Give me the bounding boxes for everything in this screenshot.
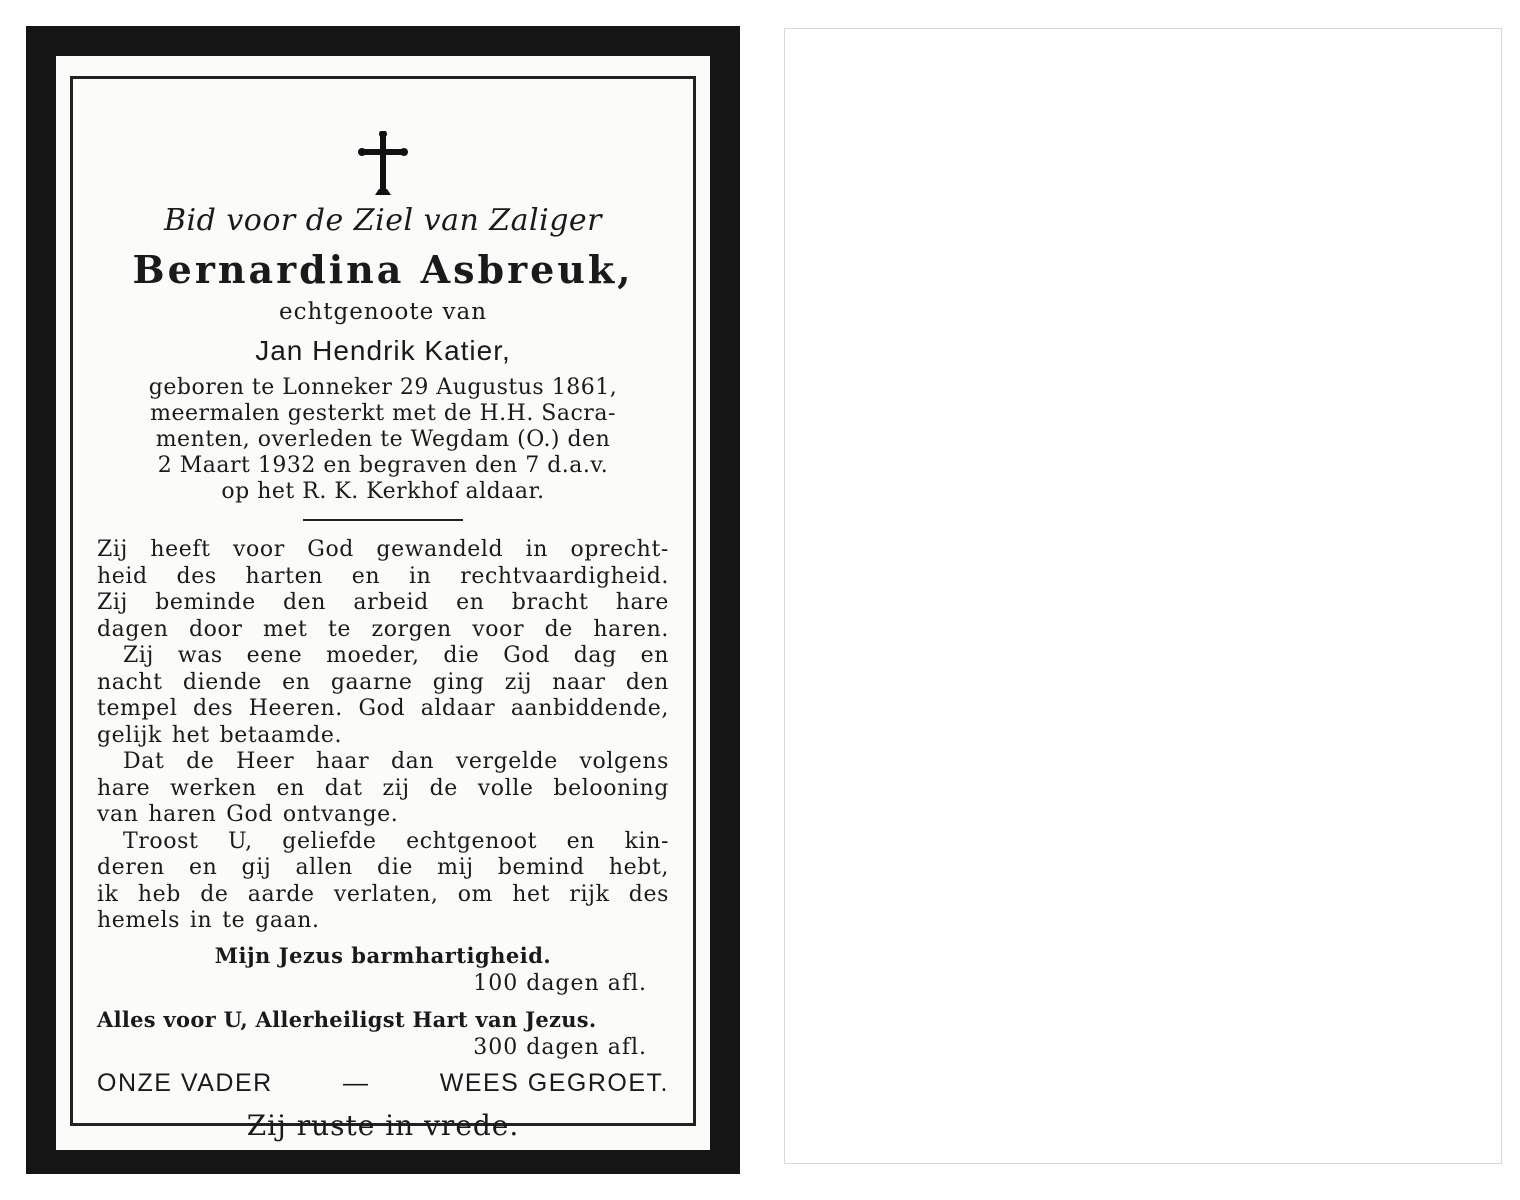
word: allen [295,855,353,880]
text-line [97,617,669,644]
word: des [176,563,217,589]
bio-line: geboren te Lonneker 29 Augustus 1861, [148,375,618,400]
word: in [189,908,213,933]
word: het [512,881,551,907]
word: die [377,855,413,880]
word: hebt, [608,855,669,880]
word: het [171,722,210,748]
word: de [429,775,458,801]
word: Heer [236,749,295,774]
word: moeder, [326,643,420,668]
word: harten [245,563,323,589]
deceased-name: Bernardina Asbreuk, [132,247,634,292]
text-line [97,882,669,909]
word: zij [382,775,410,801]
word: U, [228,828,253,854]
text-line [97,643,669,670]
text-line [97,723,669,750]
word: oprecht- [570,537,669,562]
word: God [503,643,550,668]
prayer-separator: — [342,1069,370,1097]
word: ik [97,881,119,907]
word: heid [97,563,148,589]
word: gaarne [330,669,413,695]
word: diende [182,669,262,695]
word: betaamde. [219,722,343,748]
word: des [193,696,234,721]
word: en [276,775,305,801]
text-line [97,802,669,829]
word: volgens [579,749,669,774]
word: ontvange. [282,802,399,827]
word: verlaten, [333,881,439,907]
spouse-name: Jan Hendrik Katier, [255,335,511,366]
word: hare [615,590,669,615]
word: bracht [511,590,589,615]
word: gelijk [97,722,162,748]
word: God [358,696,406,721]
word: de [200,881,229,907]
memorial-card-back [784,28,1502,1164]
word: geliefde [282,828,377,854]
word: dan [390,749,435,774]
word: heb [137,881,181,907]
word: de [544,616,573,642]
word: haren. [593,616,669,642]
text-line [97,908,669,935]
word: eene [246,643,303,668]
word: aanbiddende, [510,696,669,721]
word: rijk [569,881,610,907]
word: Troost [123,828,199,854]
indulgence-2: 300 dagen afl. [473,1035,647,1060]
word: zorgen [371,616,452,642]
closing-line: Zij ruste in vrede. [246,1109,520,1142]
bio-line: 2 Maart 1932 en begraven den 7 d.a.v. [157,453,609,478]
word: en [456,590,485,615]
word: hare [97,775,151,801]
word: Dat [123,749,165,774]
word: en [282,669,311,695]
biography [91,375,675,505]
word: nacht [97,669,163,695]
word: volle [477,775,534,801]
prayer-1: Mijn Jezus barmhartigheid. [214,943,552,968]
text-line [97,776,669,803]
word: vergelde [455,749,558,774]
word: werken [170,775,257,801]
word: voor [472,616,525,642]
bio-line: menten, overleden te Wegdam (O.) den [155,427,611,452]
text-line [97,537,669,564]
word: haren [148,802,217,827]
text-line [97,749,669,776]
word: den [283,590,327,615]
word: die [443,643,480,668]
word: te [327,616,352,642]
word: van [97,802,139,827]
word: in [525,537,549,562]
word: ging [432,669,485,695]
word: gaan. [255,908,320,933]
word: den [625,669,669,695]
word: beminde [155,590,256,615]
text-line [97,590,669,617]
word: deren [97,855,165,880]
word: te [222,908,246,933]
prayer-2: Alles voor U, Allerheiligst Hart van Jezus. [97,1007,597,1032]
word: rechtvaardigheid. [460,563,669,589]
word: zij [504,669,533,695]
word: en [351,563,381,589]
word: aarde [247,881,315,907]
word: mij [437,855,474,880]
bio-line: op het R. K. Kerkhof aldaar. [221,479,545,504]
word: echtgenoot [406,828,538,854]
word: bemind [497,855,585,880]
text-line [97,855,669,882]
word: belooning [553,775,669,801]
word: hemels [97,908,180,933]
word: heeft [150,537,211,562]
word: gij [241,855,272,880]
word: voor [233,537,285,562]
word: Zij [97,590,128,615]
word: tempel [97,696,178,721]
word: en [566,828,596,854]
word: God [307,537,354,562]
word: met [262,616,308,642]
spouse-label: echtgenoote van [278,299,488,325]
word: Heeren. [248,696,343,721]
inner-frame [70,76,696,1142]
word: dagen [97,616,169,642]
memorial-card-front [26,26,740,1174]
text-line [97,670,669,697]
word: door [188,616,243,642]
word: Zij [97,537,128,562]
word: des [628,881,669,907]
indulgence-1: 100 dagen afl. [473,971,647,996]
card-content [91,79,675,1142]
word: haar [315,749,370,774]
word: in [409,563,432,589]
memorial-text [97,537,669,935]
text-line [97,564,669,591]
word: Zij [123,643,154,668]
word: de [186,749,215,774]
word: aldaar [420,696,496,721]
text-line [97,829,669,856]
divider [303,519,463,521]
word: God [226,802,273,827]
word: en [640,643,669,668]
word: gewandeld [376,537,504,562]
word: was [177,643,223,668]
word: dat [324,775,363,801]
word: dag [573,643,617,668]
word: naar [552,669,606,695]
heading: Bid voor de Ziel van Zaliger [163,203,603,238]
latin-cross-icon [358,131,408,199]
prayer-our-father: ONZE VADER [97,1069,273,1097]
prayers-line [97,1069,669,1098]
word: om [457,881,494,907]
text-line [97,696,669,723]
word: en [188,855,218,880]
card-paper [56,56,710,1150]
bio-line: meermalen gesterkt met de H.H. Sacra- [150,401,616,426]
word: kin- [624,828,669,854]
word: arbeid [353,590,429,615]
prayer-hail-mary: WEES GEGROET. [439,1069,669,1097]
